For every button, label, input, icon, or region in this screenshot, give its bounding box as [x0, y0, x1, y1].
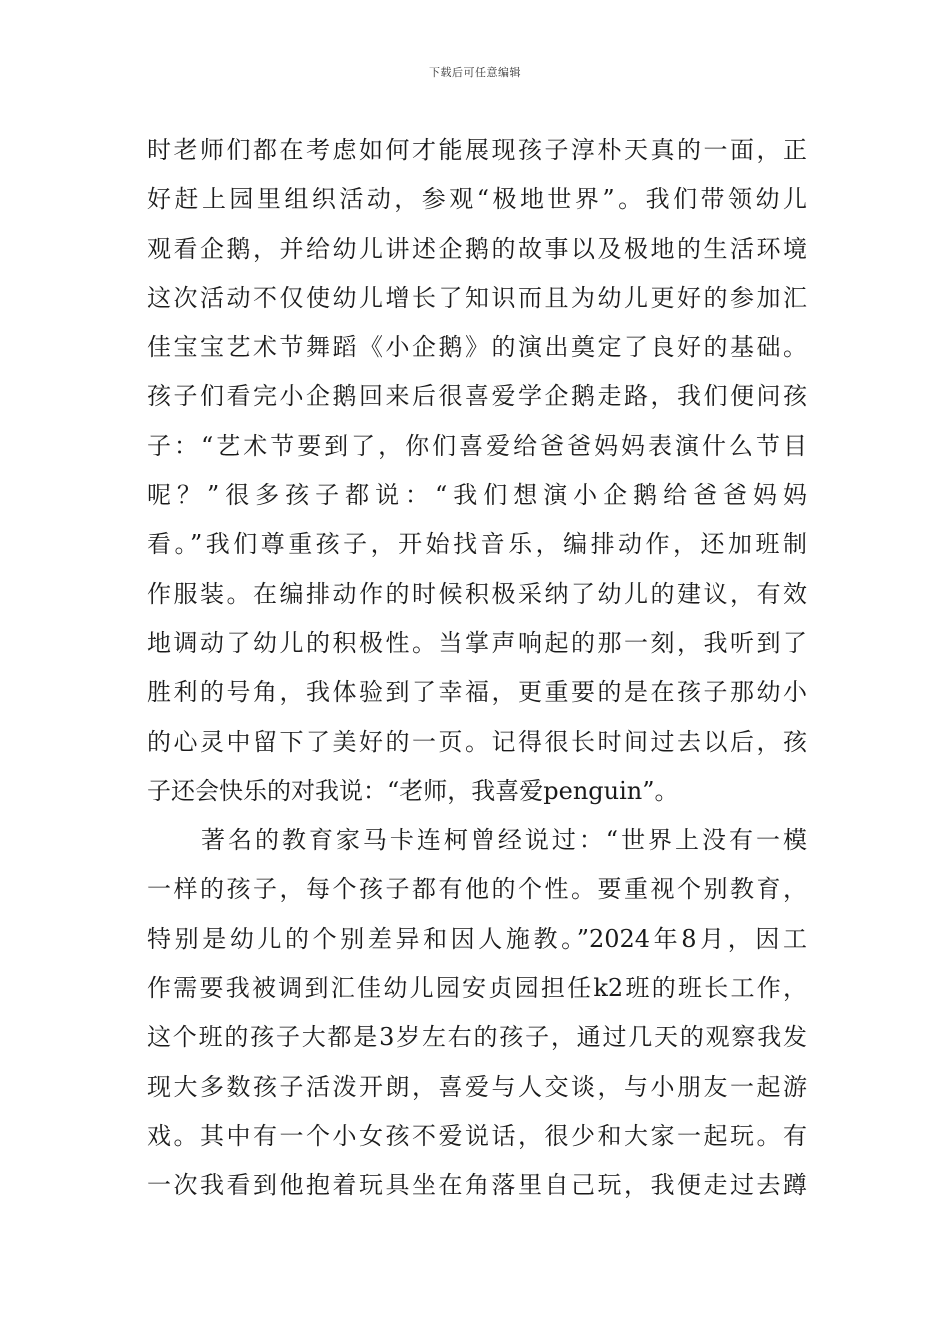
paragraph-penguin-story	[147, 126, 807, 816]
text-line: 孩子们看完小企鹅回来后很喜爱学企鹅走路，我们便问孩	[147, 382, 807, 411]
text-line: 这个班的孩子大都是3岁左右的孩子，通过几天的观察我发	[147, 1023, 807, 1052]
text-line: 看。”我们尊重孩子，开始找音乐，编排动作，还加班制	[147, 530, 807, 559]
text-line: 子：“艺术节要到了，你们喜爱给爸爸妈妈表演什么节目	[147, 431, 807, 460]
text-line: 的心灵中留下了美好的一页。记得很长时间过去以后，孩	[147, 727, 807, 756]
text-line: 佳宝宝艺术节舞蹈《小企鹅》的演出奠定了良好的基础。	[147, 333, 807, 362]
text-line: 作需要我被调到汇佳幼儿园安贞园担任k2班的班长工作，	[147, 974, 807, 1003]
text-line: 戏。其中有一个小女孩不爱说话，很少和大家一起玩。有	[147, 1121, 807, 1150]
text-line: 一次我看到他抱着玩具坐在角落里自己玩，我便走过去蹲	[147, 1171, 807, 1200]
text-line: 好赶上园里组织活动，参观“极地世界”。我们带领幼儿	[147, 185, 807, 214]
text-line: 作服装。在编排动作的时候积极采纳了幼儿的建议，有效	[147, 579, 807, 608]
text-line: 一样的孩子，每个孩子都有他的个性。要重视个别教育，	[147, 875, 807, 904]
text-line: 观看企鹅，并给幼儿讲述企鹅的故事以及极地的生活环境	[147, 234, 807, 263]
document-body	[147, 126, 807, 1211]
text-line: 著名的教育家马卡连柯曾经说过：“世界上没有一模	[201, 826, 807, 855]
text-line: 胜利的号角，我体验到了幸福，更重要的是在孩子那幼小	[147, 678, 807, 707]
text-line: 时老师们都在考虑如何才能展现孩子淳朴天真的一面，正	[147, 136, 807, 164]
text-line: 现大多数孩子活泼开朗，喜爱与人交谈，与小朋友一起游	[147, 1072, 807, 1101]
text-line: 这次活动不仅使幼儿增长了知识而且为幼儿更好的参加汇	[147, 283, 807, 312]
text-line: 特别是幼儿的个别差异和因人施教。”2024年8月，因工	[147, 924, 807, 953]
text-line: 子还会快乐的对我说：“老师，我喜爱penguin”。	[147, 776, 679, 805]
page-header: 下载后可任意编辑	[429, 66, 521, 79]
text-line: 地调动了幼儿的积极性。当掌声响起的那一刻，我听到了	[147, 628, 807, 657]
text-line: 呢？”很多孩子都说：“我们想演小企鹅给爸爸妈妈	[147, 481, 807, 510]
paragraph-individual-education	[147, 816, 807, 1210]
